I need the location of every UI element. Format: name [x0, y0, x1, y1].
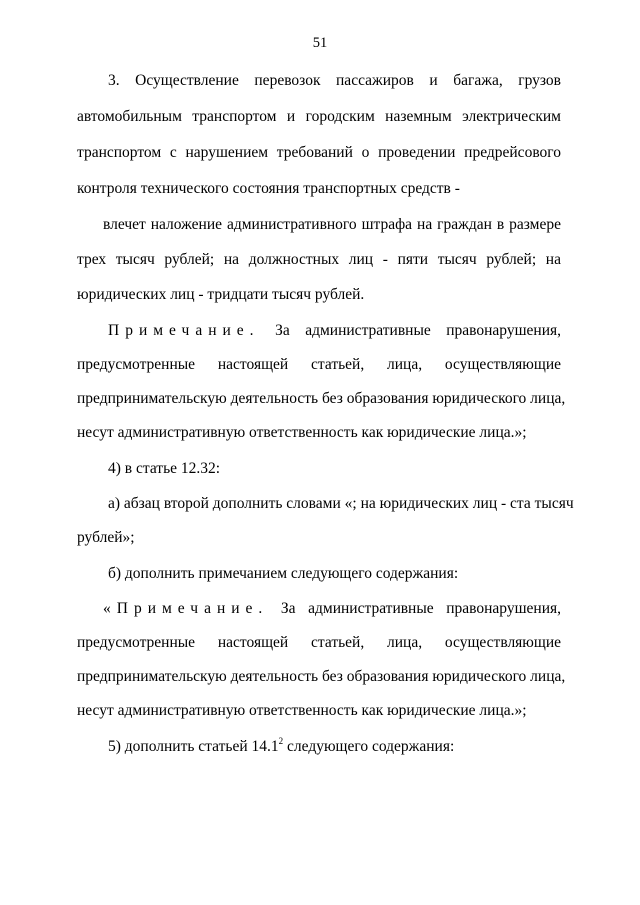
- sanction-line-3: юридических лиц - тридцати тысяч рублей.: [77, 286, 365, 303]
- item-4a-line-1: а) абзац второй дополнить словами «; на юридических лиц - ста тысяч: [108, 495, 574, 512]
- note-2-line-1-text: За административные правонарушения,: [280, 600, 562, 617]
- note-word: Примечание.: [108, 322, 260, 339]
- paragraph-3-line-4: контроля технического состояния транспортных средств -: [77, 180, 460, 197]
- note-1-line-1: [108, 321, 561, 341]
- note-2-line-1: [103, 599, 561, 619]
- note-word-quoted: «Примечание.: [103, 600, 269, 617]
- paragraph-3-line-1: 3. Осуществление перевозок пассажиров и багажа, грузов: [108, 72, 561, 89]
- note-2-line-3: предпринимательскую деятельность без образования юридического лица,: [77, 668, 566, 685]
- sanction-line-2: трех тысяч рублей; на должностных лиц - пяти тысяч рублей; на: [77, 251, 561, 268]
- paragraph-3-line-3: транспортом с нарушением требований о проведении предрейсового: [77, 144, 561, 161]
- item-4b: б) дополнить примечанием следующего содержания:: [108, 565, 459, 582]
- item-4: 4) в статье 12.32:: [108, 460, 221, 477]
- article-superscript: 2: [278, 736, 284, 746]
- paragraph-3-line-2: автомобильным транспортом и городским наземным электрическим: [77, 108, 561, 125]
- note-1-line-4: несут административную ответственность как юридические лица.»;: [77, 424, 527, 441]
- page-number: 51: [312, 35, 328, 51]
- item-4a-line-2: рублей»;: [77, 529, 135, 546]
- sanction-line-1: влечет наложение административного штрафа на граждан в размере: [103, 216, 561, 233]
- item-5-text: 5) дополнить статьей 14.1: [108, 738, 279, 755]
- note-1-line-2: предусмотренные настоящей статьей, лица, осуществляющие: [77, 356, 561, 373]
- note-2-line-4: несут административную ответственность как юридические лица.»;: [77, 702, 527, 719]
- note-1-line-1-text: За административные правонарушения,: [275, 322, 562, 339]
- note-1-line-3: предпринимательскую деятельность без образования юридического лица,: [77, 390, 566, 407]
- item-5: [108, 737, 561, 757]
- item-5-tail: следующего содержания:: [287, 738, 455, 755]
- note-2-line-2: предусмотренные настоящей статьей, лица, осуществляющие: [77, 634, 561, 651]
